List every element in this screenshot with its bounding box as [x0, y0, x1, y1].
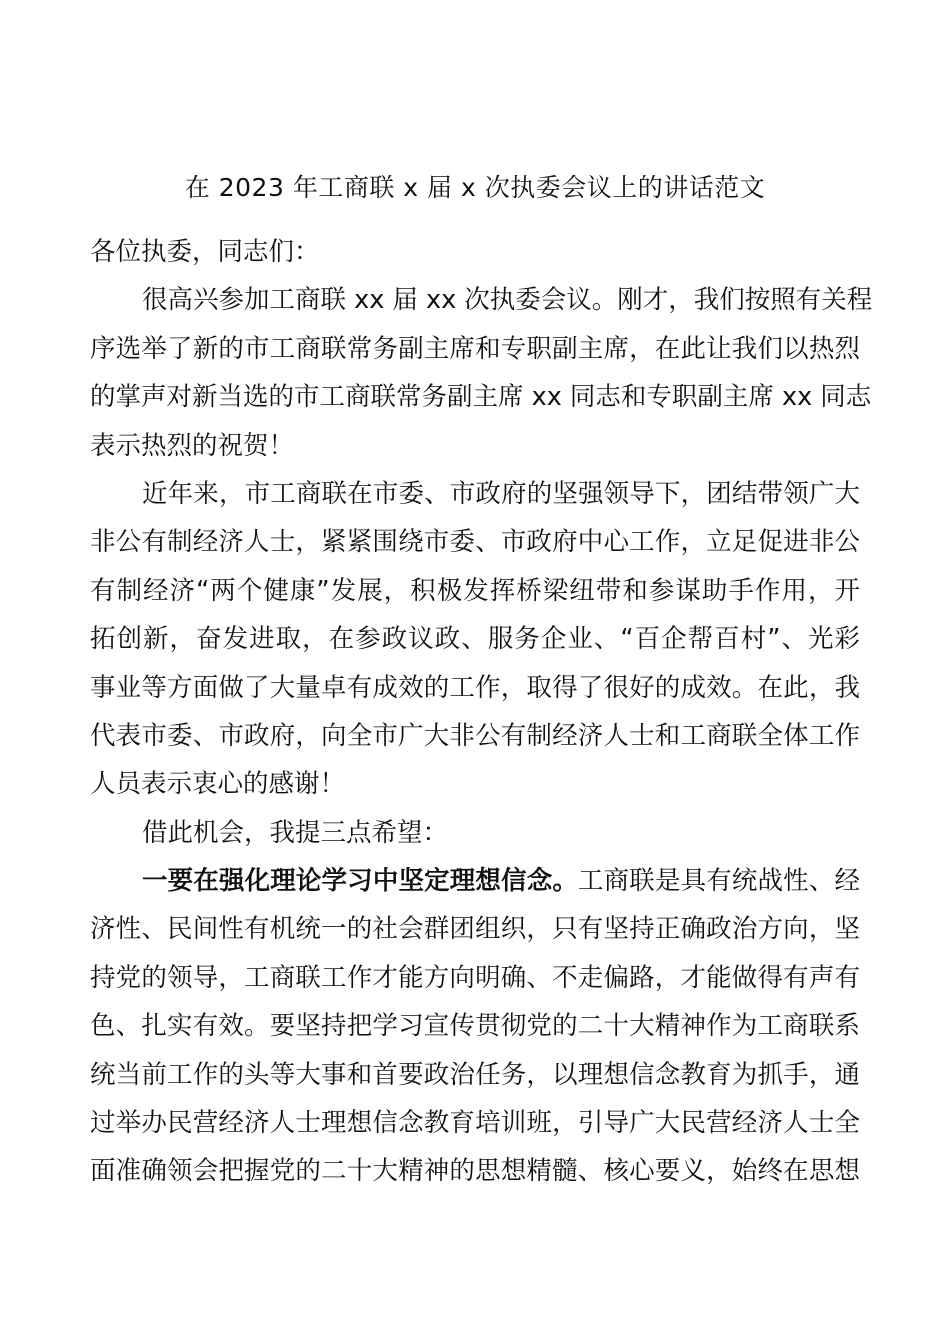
paragraph-2-line-3: 有制经济“两个健康”发展，积极发挥桥梁纽带和参谋助手作用，开 — [90, 575, 860, 606]
document-title: 在 2023 年工商联 x 届 x 次执委会议上的讲话范文 — [184, 173, 766, 202]
paragraph-2-line-4: 拓创新，奋发进取，在参政议政、服务企业、“百企帮百村”、光彩 — [90, 624, 860, 655]
paragraph-1-line-1: 很高兴参加工商联 xx 届 xx 次执委会议。刚才，我们按照有关程 — [142, 285, 873, 316]
paragraph-4-line-6: 过举办民营经济人士理想信念教育培训班，引导广大民营经济人士全 — [90, 1108, 860, 1139]
paragraph-4-line-4: 色、扎实有效。要坚持把学习宣传贯彻党的二十大精神作为工商联系 — [90, 1011, 860, 1042]
paragraph-4-line-7: 面准确领会把握党的二十大精神的思想精髓、核心要义，始终在思想 — [90, 1156, 860, 1187]
paragraph-4-line-1 — [90, 857, 860, 905]
paragraph-1-line-4: 表示热烈的祝贺！ — [90, 430, 295, 461]
paragraph-2-line-5: 事业等方面做了大量卓有成效的工作，取得了很好的成效。在此，我 — [90, 672, 860, 703]
paragraph-4-heading: 一要在强化理论学习中坚定理想信念。 — [142, 866, 578, 897]
paragraph-3: 借此机会，我提三点希望： — [142, 817, 449, 848]
paragraph-4-line-2: 济性、民间性有机统一的社会群团组织，只有坚持正确政治方向，坚 — [90, 914, 860, 945]
paragraph-1-line-2: 序选举了新的市工商联常务副主席和专职副主席，在此让我们以热烈 — [90, 333, 860, 364]
paragraph-1-line-3: 的掌声对新当选的市工商联常务副主席 xx 同志和专职副主席 xx 同志 — [90, 382, 872, 413]
paragraph-2-line-2: 非公有制经济人士，紧紧围绕市委、市政府中心工作，立足促进非公 — [90, 527, 860, 558]
paragraph-2-line-1: 近年来，市工商联在市委、市政府的坚强领导下，团结带领广大 — [142, 478, 860, 509]
paragraph-4-line-1-text: 工商联是具有统战性、经 — [578, 866, 860, 897]
paragraph-2-line-6: 代表市委、市政府，向全市广大非公有制经济人士和工商联全体工作 — [90, 720, 860, 751]
paragraph-2-line-7: 人员表示衷心的感谢！ — [90, 769, 346, 800]
document-body — [90, 228, 873, 1196]
salutation: 各位执委，同志们： — [90, 237, 320, 267]
paragraph-4-line-5: 统当前工作的头等大事和首要政治任务，以理想信念教育为抓手，通 — [90, 1059, 860, 1090]
paragraph-4-line-3: 持党的领导，工商联工作才能方向明确、不走偏路，才能做得有声有 — [90, 962, 860, 993]
